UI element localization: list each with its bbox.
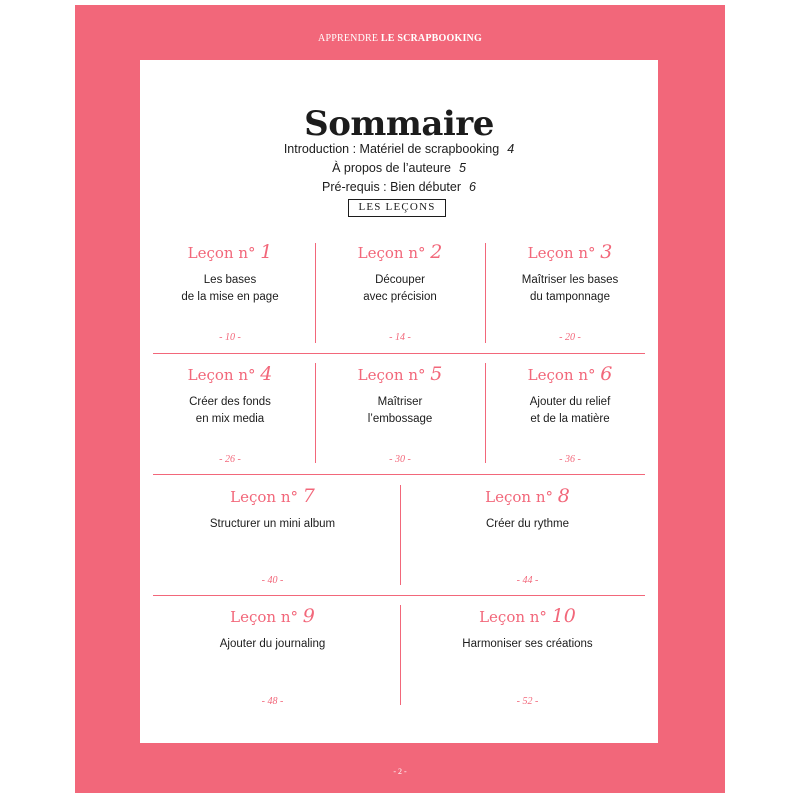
lesson-page-number: - 48 - (261, 696, 284, 707)
lesson-desc-line: Créer des fonds (189, 396, 271, 408)
lesson-prefix: Leçon n° (187, 366, 261, 384)
lesson-number: 4 (260, 363, 273, 385)
lesson-desc-line: avec précision (363, 291, 437, 303)
lesson-desc-line: Les bases (203, 274, 257, 286)
lesson-title (400, 604, 655, 628)
lesson-card[interactable] (400, 604, 655, 714)
lesson-page-number: - 14 - (389, 332, 411, 343)
lesson-card[interactable] (400, 484, 655, 594)
lesson-card[interactable] (145, 240, 315, 350)
lesson-title (145, 362, 315, 386)
intro-list (140, 140, 658, 197)
lesson-prefix: Leçon n° (527, 366, 601, 384)
lesson-description (485, 272, 655, 306)
lesson-desc-line: Ajouter du journaling (219, 638, 326, 650)
section-badge: LES LEÇONS (348, 199, 446, 217)
lesson-card[interactable] (145, 604, 400, 714)
lesson-description (315, 394, 485, 428)
lesson-number: 9 (302, 605, 315, 627)
lesson-card[interactable] (145, 484, 400, 594)
lesson-prefix: Leçon n° (230, 608, 303, 626)
lesson-title (145, 240, 315, 264)
lesson-page-number: - 52 - (516, 696, 539, 707)
lesson-title (400, 484, 655, 508)
book-header (75, 33, 725, 44)
intro-item-page: 5 (458, 161, 466, 175)
intro-item[interactable] (140, 159, 658, 178)
lesson-desc-line: Harmoniser ses créations (462, 638, 593, 650)
page-frame (75, 5, 725, 793)
lesson-number: 2 (430, 241, 443, 263)
lesson-description (145, 516, 400, 533)
lesson-title (145, 484, 400, 508)
lesson-title (315, 362, 485, 386)
lesson-prefix: Leçon n° (230, 488, 303, 506)
lesson-card[interactable] (485, 362, 655, 472)
lesson-card[interactable] (315, 362, 485, 472)
lesson-number: 6 (600, 363, 613, 385)
lesson-desc-line: Ajouter du relief (529, 396, 611, 408)
lesson-number: 10 (551, 605, 576, 627)
intro-item-page: 4 (507, 142, 515, 156)
lesson-description (145, 272, 315, 306)
lesson-card[interactable] (315, 240, 485, 350)
page-title: Sommaire (304, 104, 494, 144)
lesson-prefix: Leçon n° (479, 608, 552, 626)
lesson-desc-line: de la mise en page (181, 291, 279, 303)
lesson-title (485, 240, 655, 264)
lesson-desc-line: du tamponnage (530, 291, 610, 303)
lesson-number: 7 (302, 485, 315, 507)
divider (153, 474, 645, 475)
lesson-prefix: Leçon n° (527, 244, 601, 262)
lesson-prefix: Leçon n° (357, 366, 431, 384)
lesson-desc-line: Structurer un mini album (209, 518, 336, 530)
intro-item-label: Introduction : Matériel de scrapbooking (283, 142, 500, 156)
lesson-desc-line: Découper (375, 274, 425, 286)
lesson-prefix: Leçon n° (357, 244, 431, 262)
lesson-page-number: - 26 - (219, 454, 241, 465)
intro-item[interactable] (140, 140, 658, 159)
lesson-desc-line: et de la matière (530, 413, 610, 425)
lesson-description (400, 636, 655, 653)
lesson-number: 3 (600, 241, 613, 263)
lesson-description (315, 272, 485, 306)
intro-item-page: 6 (469, 180, 476, 194)
lesson-title (485, 362, 655, 386)
lesson-prefix: Leçon n° (187, 244, 261, 262)
intro-item[interactable] (140, 178, 658, 197)
lesson-desc-line: en mix media (195, 413, 265, 425)
lesson-page-number: - 30 - (389, 454, 411, 465)
lesson-description (485, 394, 655, 428)
intro-item-label: À propos de l’auteure (332, 161, 451, 175)
lesson-title (315, 240, 485, 264)
lesson-desc-line: l’embossage (367, 413, 433, 425)
lesson-title (145, 604, 400, 628)
lesson-page-number: - 44 - (516, 575, 539, 586)
lesson-description (145, 394, 315, 428)
lesson-page-number: - 10 - (219, 332, 241, 343)
lesson-number: 5 (430, 363, 443, 385)
intro-item-label: Pré-requis : Bien débuter (322, 180, 461, 194)
lesson-page-number: - 40 - (261, 575, 284, 586)
header-bold: LE SCRAPBOOKING (380, 33, 482, 44)
page-number-footer: - 2 - (393, 767, 407, 776)
lesson-prefix: Leçon n° (485, 488, 558, 506)
content-panel (140, 60, 658, 743)
lesson-desc-line: Maîtriser (377, 396, 423, 408)
lesson-number: 8 (557, 485, 570, 507)
header-prefix: APPRENDRE (318, 33, 381, 44)
lesson-description (400, 516, 655, 533)
lesson-description (145, 636, 400, 653)
lesson-desc-line: Créer du rythme (485, 518, 570, 530)
lesson-card[interactable] (485, 240, 655, 350)
lesson-card[interactable] (145, 362, 315, 472)
lesson-desc-line: Maîtriser les bases (521, 274, 619, 286)
lesson-page-number: - 20 - (559, 332, 581, 343)
divider (153, 595, 645, 596)
divider (153, 353, 645, 354)
lesson-number: 1 (260, 241, 273, 263)
lesson-page-number: - 36 - (559, 454, 581, 465)
